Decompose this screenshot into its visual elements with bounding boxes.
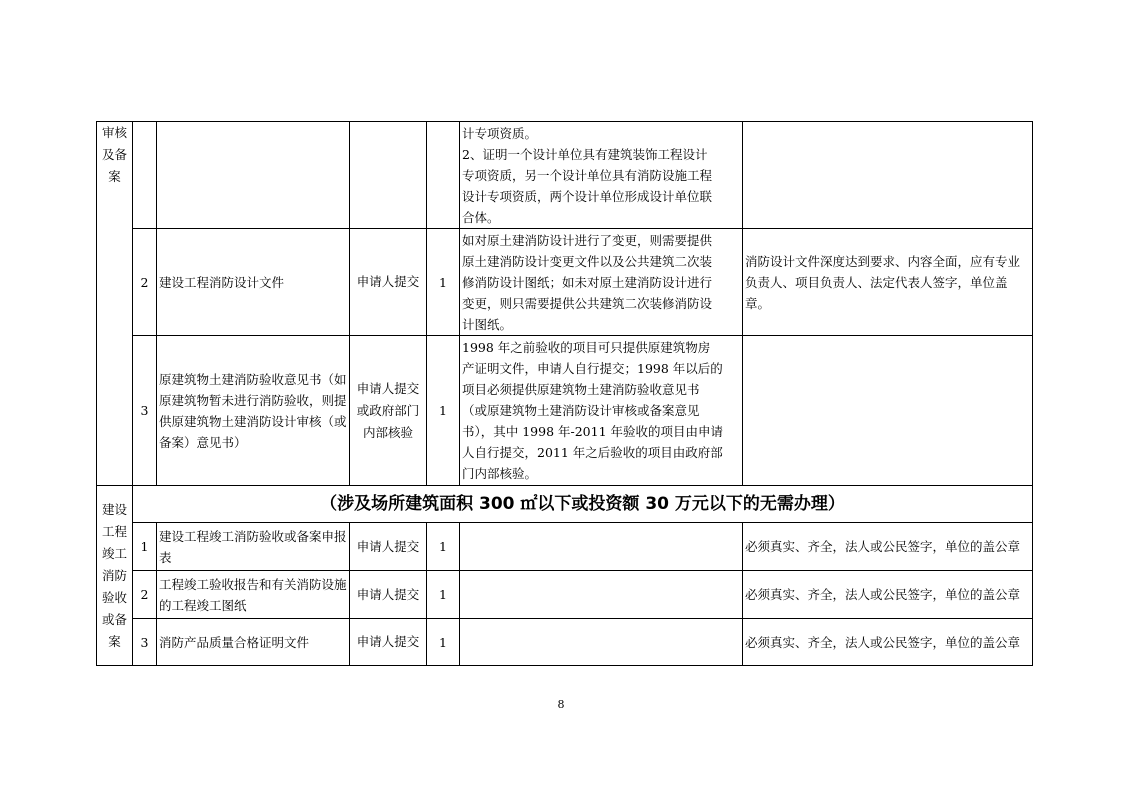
table-row: [97, 619, 1033, 666]
requirement-cell: 必须真实、齐全，法人或公民签字，单位的盖公章: [743, 523, 1033, 571]
category-cell: 建设工程竣工消防验收或备案: [97, 486, 133, 666]
material-name-cell: 消防产品质量合格证明文件: [157, 619, 350, 666]
count-cell: 1: [427, 571, 460, 619]
note-line: 计专项资质。: [462, 125, 538, 141]
note-line: 产证明文件，申请人自行提交；1998 年以后的: [462, 361, 723, 376]
number-cell: 2: [133, 571, 157, 619]
requirement-cell: [743, 336, 1033, 486]
table-row: [97, 229, 1033, 336]
note-cell: [460, 619, 743, 666]
requirement-cell: [743, 122, 1033, 229]
note-line: 人自行提交，2011 年之后验收的项目由政府部: [462, 445, 723, 460]
note-cell: [460, 571, 743, 619]
count-cell: 1: [427, 619, 460, 666]
note-line: （或原建筑物土建消防设计审核或备案意见: [462, 403, 700, 418]
materials-table: [96, 121, 1033, 666]
source-cell: 申请人提交: [350, 523, 427, 571]
note-line: 2、证明一个设计单位具有建筑装饰工程设计: [462, 146, 708, 162]
table-row: [97, 523, 1033, 571]
table-row: [97, 486, 1033, 523]
note-line: 计图纸。: [462, 316, 513, 332]
source-cell: 申请人提交: [350, 619, 427, 666]
requirement-cell: 必须真实、齐全，法人或公民签字，单位的盖公章: [743, 571, 1033, 619]
material-name-cell: 工程竣工验收报告和有关消防设施的工程竣工图纸: [157, 571, 350, 619]
number-cell: 3: [133, 336, 157, 486]
count-cell: 1: [427, 229, 460, 336]
source-cell: 申请人提交或政府部门内部核验: [350, 336, 427, 486]
note-cell: [460, 523, 743, 571]
note-line: 1998 年之前验收的项目可只提供原建筑物房: [462, 340, 711, 355]
note-line: 原土建消防设计变更文件以及公共建筑二次装: [462, 253, 713, 269]
requirement-cell: 必须真实、齐全，法人或公民签字，单位的盖公章: [743, 619, 1033, 666]
page-number: 8: [557, 698, 565, 711]
source-cell: [350, 122, 427, 229]
note-cell: [460, 229, 743, 336]
number-cell: 3: [133, 619, 157, 666]
note-line: 专项资质，另一个设计单位具有消防设施工程: [462, 167, 713, 183]
requirement-cell: 消防设计文件深度达到要求、内容全面，应有专业负责人、项目负责人、法定代表人签字，单位盖章。: [743, 229, 1033, 336]
note-line: 项目必须提供原建筑物土建消防验收意见书: [462, 382, 700, 397]
source-cell: 申请人提交: [350, 229, 427, 336]
count-cell: [427, 122, 460, 229]
note-cell: [460, 122, 743, 229]
note-line: 变更，则只需要提供公共建筑二次装修消防设: [462, 295, 713, 311]
section-banner: （涉及场所建筑面积 300 ㎡以下或投资额 30 万元以下的无需办理）: [133, 486, 1033, 523]
note-line: 设计专项资质，两个设计单位形成设计单位联: [462, 188, 713, 204]
number-cell: 2: [133, 229, 157, 336]
note-cell: [460, 336, 743, 486]
table-row: [97, 122, 1033, 229]
number-cell: 1: [133, 523, 157, 571]
note-line: 如对原土建消防设计进行了变更，则需要提供: [462, 232, 713, 248]
category-cell: 审核及备案: [97, 122, 133, 486]
material-name-cell: [157, 122, 350, 229]
table-row: [97, 571, 1033, 619]
count-cell: 1: [427, 336, 460, 486]
material-name-cell: 建设工程竣工消防验收或备案申报表: [157, 523, 350, 571]
number-cell: [133, 122, 157, 229]
material-name-cell: 建设工程消防设计文件: [157, 229, 350, 336]
note-line: 书），其中 1998 年-2011 年验收的项目由申请: [462, 424, 724, 439]
material-name-cell: 原建筑物土建消防验收意见书（如原建筑物暂未进行消防验收，则提供原建筑物土建消防设计审核（或备案）意见书）: [157, 336, 350, 486]
note-line: 门内部核验。: [462, 466, 538, 481]
table-row: [97, 336, 1033, 486]
note-line: 合体。: [462, 209, 500, 225]
note-line: 修消防设计图纸；如未对原土建消防设计进行: [462, 274, 713, 290]
count-cell: 1: [427, 523, 460, 571]
source-cell: 申请人提交: [350, 571, 427, 619]
